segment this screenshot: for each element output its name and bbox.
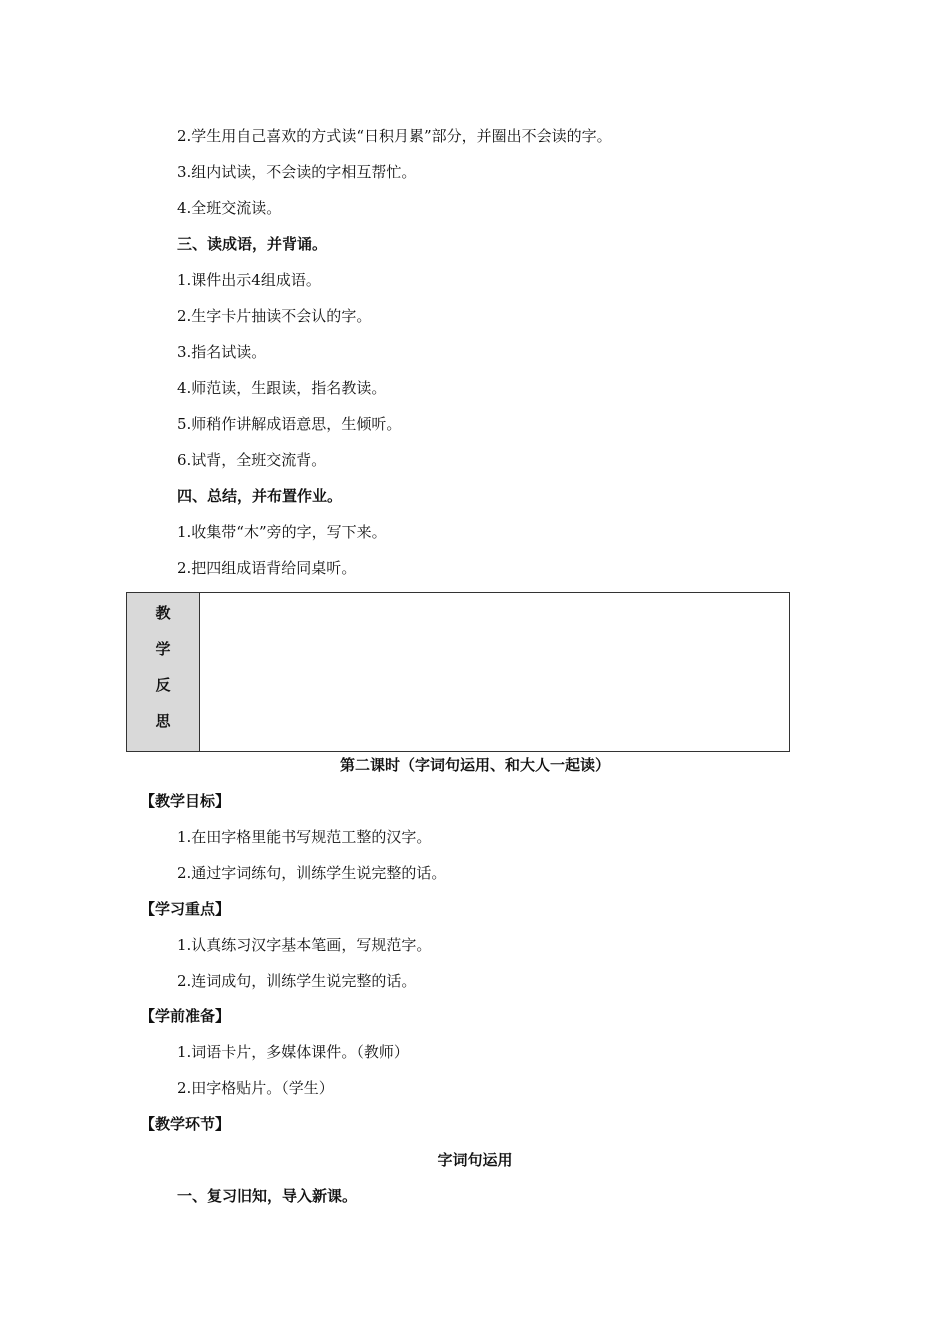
focus-line: 2.连词成句，训练学生说完整的话。 [177,972,417,990]
step-heading: 一、复习旧知，导入新课。 [177,1187,358,1205]
step-line: 1.课件出示4组成语。 [177,271,321,289]
text-line: 3.组内试读，不会读的字相互帮忙。 [177,163,417,181]
reflection-label-char: 思 [155,712,171,730]
reflection-label-cell [127,593,200,752]
reflection-table [126,592,790,752]
sub-title: 字词句运用 [437,1151,513,1169]
goals-heading: 【教学目标】 [140,792,231,810]
goal-line: 1.在田字格里能书写规范工整的汉字。 [177,828,432,846]
step-line: 6.试背，全班交流背。 [177,451,327,469]
steps-heading: 【教学环节】 [140,1115,231,1133]
text-line: 2.学生用自己喜欢的方式读“日积月累”部分，并圈出不会读的字。 [177,127,612,145]
step-line: 2.把四组成语背给同桌听。 [177,559,357,577]
reflection-label-char: 反 [155,676,171,694]
section-heading: 三、读成语，并背诵。 [177,235,328,253]
step-line: 3.指名试读。 [177,343,267,361]
step-line: 5.师稍作讲解成语意思，生倾听。 [177,415,402,433]
section-heading: 四、总结，并布置作业。 [177,487,343,505]
prep-heading: 【学前准备】 [140,1007,231,1025]
text-line: 4.全班交流读。 [177,199,282,217]
focus-heading: 【学习重点】 [140,900,231,918]
reflection-label-char: 学 [155,640,171,658]
step-line: 2.生字卡片抽读不会认的字。 [177,307,372,325]
step-line: 4.师范读，生跟读，指名教读。 [177,379,387,397]
step-line: 1.收集带“木”旁的字，写下来。 [177,523,387,541]
goal-line: 2.通过字词练句，训练学生说完整的话。 [177,864,447,882]
prep-line: 1.词语卡片，多媒体课件。（教师） [177,1043,409,1061]
reflection-content-cell[interactable] [200,593,790,752]
focus-line: 1.认真练习汉字基本笔画，写规范字。 [177,936,432,954]
lesson-title: 第二课时（字词句运用、和大人一起读） [339,756,610,774]
reflection-label-char: 教 [155,604,171,622]
prep-line: 2.田字格贴片。（学生） [177,1079,334,1097]
